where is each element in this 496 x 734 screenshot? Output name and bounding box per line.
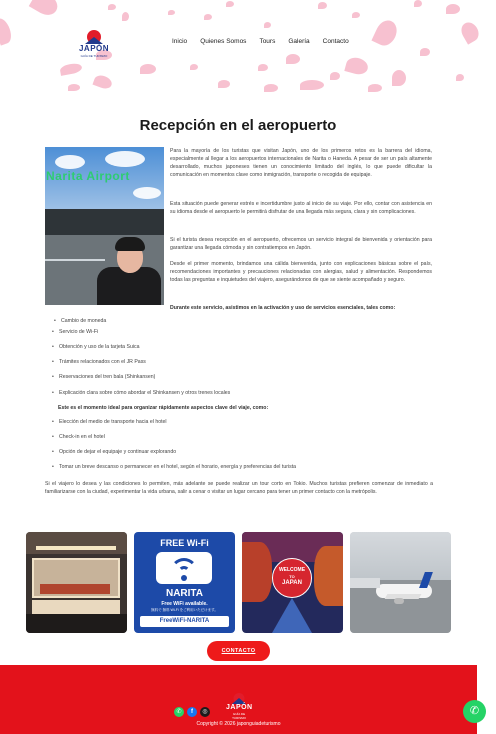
- shop-light: [36, 546, 116, 550]
- wifi-footer-bar: [140, 616, 229, 627]
- site-header: [0, 0, 496, 95]
- petal-decoration: [318, 2, 327, 9]
- footer-copyright: Copyright © 2026 japonguiadeturismo: [196, 721, 281, 727]
- petal-decoration: [68, 84, 80, 91]
- shop-goods: [40, 584, 110, 594]
- nav-item-quienes-somos[interactable]: Quienes Somos: [200, 38, 247, 45]
- list-item: • Cambio de moneda: [61, 318, 106, 324]
- petal-decoration: [218, 80, 230, 88]
- airport-photo: [45, 147, 164, 305]
- closing-paragraph: Si el viajero lo desea y las condiciones lo permiten, más adelante se puede realizar un tour corto en Tokio. Muchos turistas prefieren comenzar de inmediato a familiarizarse con la ciudad, experimentar la vida urbana, salir a cenar o visitar un lugar cercano para tener un primer contacto con la metrópolis.: [45, 481, 433, 495]
- list-item: • Tomar un breve descanso o permanecer en el hotel, según el horario, energía y preferencias del turista: [59, 464, 296, 470]
- petal-decoration: [122, 12, 129, 21]
- petal-decoration: [456, 74, 464, 81]
- instagram-icon[interactable]: ◎: [200, 707, 210, 717]
- welcome-line-2: TO: [289, 574, 295, 579]
- shop-counter: [32, 600, 120, 614]
- nav-item-tours[interactable]: Tours: [259, 38, 276, 45]
- logo-tagline: GUÍA DE TURISMO: [80, 54, 108, 58]
- logo-mountain: [85, 37, 103, 44]
- welcome-line-3: JAPAN: [282, 580, 302, 586]
- photo-person-hat: [115, 237, 145, 251]
- gallery-image-wifi[interactable]: [134, 532, 235, 633]
- facebook-icon[interactable]: f: [187, 707, 197, 717]
- service-paragraph: Si el turista desea recepción en el aeropuerto, ofrecemos un servicio integral de bienvenida y orientación para garantizar una llegada cómoda y sin contratiempos en Japón.: [170, 237, 432, 251]
- photo-cloud: [55, 155, 85, 169]
- wifi-icon: [156, 552, 212, 584]
- petal-decoration: [368, 84, 382, 92]
- petal-decoration: [59, 62, 82, 76]
- petal-decoration: [204, 14, 212, 20]
- footer-logo[interactable]: [226, 693, 253, 720]
- planning-heading: Este es el momento ideal para organizar rápidamente aspectos clave del viaje, como:: [58, 405, 269, 411]
- gallery-image-airplane[interactable]: [350, 532, 451, 633]
- nav-item-inicio[interactable]: Inicio: [172, 38, 188, 45]
- petal-decoration: [0, 16, 14, 45]
- petal-decoration: [446, 4, 460, 14]
- wifi-place: NARITA: [165, 588, 204, 599]
- list-item: • Check-in en el hotel: [59, 434, 105, 440]
- wifi-line-2: 無料で 無料 Wi-Fi をご利用いただけます。: [151, 608, 218, 612]
- photo-cloud: [133, 187, 161, 199]
- petal-decoration: [190, 64, 198, 70]
- list-item: • Reservaciones del tren bala (Shinkansen): [59, 374, 155, 380]
- petal-decoration: [414, 0, 422, 7]
- logo-word: JAPÓN: [78, 44, 110, 53]
- wifi-footer: FreeWiFi-NARITA: [159, 618, 210, 624]
- petal-decoration: [352, 12, 360, 18]
- list-item: • Obtención y uso de la tarjeta Suica: [59, 344, 139, 350]
- photo-roof: [45, 209, 164, 235]
- petal-decoration: [108, 4, 116, 10]
- whatsapp-footer-icon[interactable]: ✆: [174, 707, 184, 717]
- photo-cloud: [105, 151, 145, 167]
- photo-rail: [45, 259, 105, 261]
- wifi-line-1: Free WiFi available.: [161, 601, 208, 607]
- list-item: • Servicio de Wi-Fi: [59, 329, 98, 335]
- airplane-engine: [394, 598, 404, 604]
- wifi-title: FREE Wi-Fi: [160, 538, 209, 548]
- list-item: • Elección del medio de transporte hacia el hotel: [59, 419, 167, 425]
- services-heading: Durante este servicio, asistimos en la activación y uso de servicios esenciales, tales como:: [170, 305, 396, 311]
- petal-decoration: [300, 80, 324, 90]
- petal-decoration: [264, 84, 278, 92]
- petal-decoration: [258, 64, 268, 71]
- petal-decoration: [168, 10, 175, 15]
- airplane-bridge: [350, 578, 380, 588]
- whatsapp-icon[interactable]: ✆: [463, 700, 486, 723]
- petal-decoration: [92, 73, 113, 90]
- airport-sign: Narita Airport: [46, 169, 130, 183]
- petal-decoration: [420, 48, 430, 56]
- airplane-sky: [350, 532, 451, 580]
- list-item: • Trámites relacionados con el JR Pass: [59, 359, 146, 365]
- welcome-autumn-left: [242, 542, 272, 602]
- shop-floor: [26, 614, 127, 633]
- petal-decoration: [344, 55, 369, 76]
- welcome-paragraph: Desde el primer momento, brindamos una cálida bienvenida, junto con explicaciones básicas sobre el país, recomendaciones importantes y precauciones relacionadas con alergias, salud y alimentación. Respondemos todas las preguntas e inquietudes del viajero, asegurándonos de que se siente acompañado y seguro.: [170, 261, 432, 283]
- petal-decoration: [226, 1, 234, 7]
- petal-decoration: [286, 54, 300, 64]
- welcome-autumn-right: [314, 546, 343, 606]
- stress-paragraph: Esta situación puede generar estrés e incertidumbre justo al inicio de su viaje. Por ello, contar con asistencia en su idioma desde el aeropuerto le permitirá disfrutar de una llegada más segura, clara y sin complicaciones.: [170, 201, 432, 215]
- contact-button[interactable]: CONTACTO: [207, 641, 270, 661]
- page-title: Recepción en el aeropuerto: [139, 117, 337, 134]
- petal-decoration: [371, 17, 400, 49]
- list-item: • Explicación clara sobre cómo abordar el Shinkansen y otros trenes locales: [59, 390, 230, 396]
- petal-decoration: [140, 64, 156, 74]
- nav-item-galeria[interactable]: Galería: [288, 38, 310, 45]
- petal-decoration: [330, 72, 340, 80]
- petal-decoration: [29, 0, 62, 19]
- logo-tagline: GUÍA DE TURISMO: [232, 712, 246, 720]
- gallery-image-welcome[interactable]: [242, 532, 343, 633]
- nav-item-contacto[interactable]: Contacto: [322, 38, 349, 45]
- welcome-path: [272, 598, 312, 633]
- gallery-image-shop[interactable]: [26, 532, 127, 633]
- welcome-line-1: WELCOME: [278, 567, 306, 573]
- petal-decoration: [392, 70, 406, 86]
- logo-word: JAPÓN: [226, 704, 253, 711]
- petal-decoration: [458, 19, 482, 44]
- shop-ceiling: [26, 532, 127, 554]
- site-logo[interactable]: [78, 30, 110, 60]
- intro-paragraph: Para la mayoría de los turistas que visitan Japón, uno de los primeros retos es la barrera del idioma, especialmente al llegar a los aeropuertos internacionales de Narita o Haneda. A pesar de ser un país altamente desarrollado, muchos japoneses tienen un conocimiento limitado del inglés, lo que puede dificultar la comunicación en momentos clave como inmigración, transporte o recogida de equipaje.: [170, 148, 432, 178]
- petal-decoration: [264, 22, 271, 28]
- main-nav: [172, 38, 362, 45]
- list-item: • Opción de dejar el equipaje y continuar explorando: [59, 449, 176, 455]
